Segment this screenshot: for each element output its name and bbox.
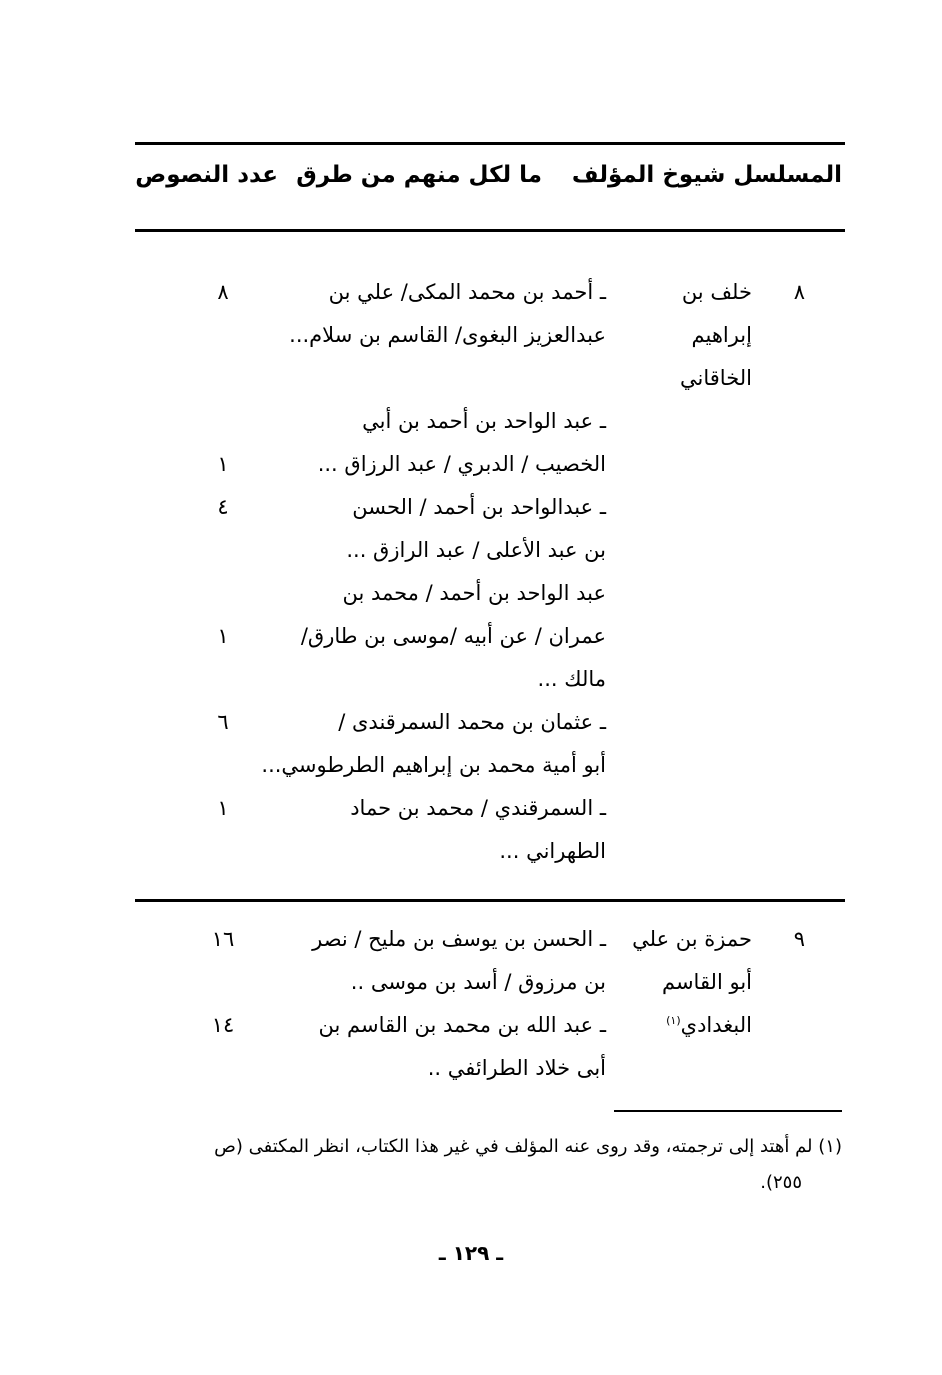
text-count: ١٤ [211, 1013, 235, 1037]
text-count: ٤ [217, 495, 229, 519]
route-line: ـ عثمان بن محمد السمرقندى / [338, 710, 606, 734]
route-line: أبى خلاد الطرائفي .. [427, 1056, 606, 1080]
route-line: الطهراني ... [499, 839, 606, 863]
route-line: الخصيب / الدبري / عبد الرزاق ... [317, 452, 606, 476]
sheikh-name-line: خلف بن [681, 280, 752, 304]
text-count: ١ [217, 624, 229, 648]
route-line: مالك ... [537, 667, 606, 691]
route-line: بن عبد الأعلى / عبد الرازق ... [346, 538, 606, 562]
route-line: ـ أحمد بن محمد المكى/ علي بن [328, 280, 606, 304]
text-count: ١٦ [211, 927, 235, 951]
footnote-mark: (١) [666, 1014, 681, 1027]
route-line: بن مرزوق / أسد بن موسى .. [350, 970, 606, 994]
sheikh-name-line: البغدادي$^{(١)}$ [666, 1013, 752, 1037]
route-line: ـ عبدالواحد بن أحمد / الحسن [352, 495, 606, 519]
route-line: ـ السمرقندي / محمد بن حماد [350, 796, 606, 820]
sheikh-name-line: الخاقاني [680, 366, 752, 390]
row-serial: ٨ [793, 280, 805, 304]
footnote-line: ٢٥٥). [760, 1172, 802, 1193]
header-routes: ما لكل منهم من طرق [296, 162, 542, 188]
route-line: عمران / عن أبيه /موسى بن طارق/ [300, 624, 606, 648]
route-line: عبدالعزيز البغوى/ القاسم بن سلام... [289, 323, 606, 347]
text-count: ٦ [217, 710, 229, 734]
route-line: ـ عبد الواحد بن أحمد بن أبي [362, 409, 606, 433]
sheikh-name-line: حمزة بن علي [632, 927, 752, 951]
text-count: ٨ [217, 280, 229, 304]
table-top-rule [135, 142, 845, 145]
text-count: ١ [217, 452, 229, 476]
footnote-rule [614, 1110, 842, 1112]
sheikh-name-line: أبو القاسم [661, 970, 752, 994]
footnote-line: (١) لم أهتد إلى ترجمته، وقد روى عنه المؤلف في غير هذا الكتاب، انظر المكتفى (ص [214, 1136, 842, 1157]
header-bottom-rule [135, 229, 845, 232]
page-number: ـ ١٢٩ ـ [438, 1241, 504, 1265]
header-serial-sheikhs: المسلسل شيوخ المؤلف [571, 162, 842, 188]
route-line: ـ الحسن بن يوسف بن مليح / نصر [312, 927, 606, 951]
route-line: أبو أمية محمد بن إبراهيم الطرطوسي... [261, 753, 606, 777]
row-separator-rule [135, 899, 845, 902]
text-count: ١ [217, 796, 229, 820]
row-serial: ٩ [793, 927, 805, 951]
sheikh-name-line: إبراهيم [691, 323, 752, 347]
header-count: عدد النصوص [135, 162, 278, 188]
route-line: ـ عبد الله بن محمد بن القاسم بن [318, 1013, 606, 1037]
route-line: عبد الواحد بن أحمد / محمد بن [342, 581, 606, 605]
